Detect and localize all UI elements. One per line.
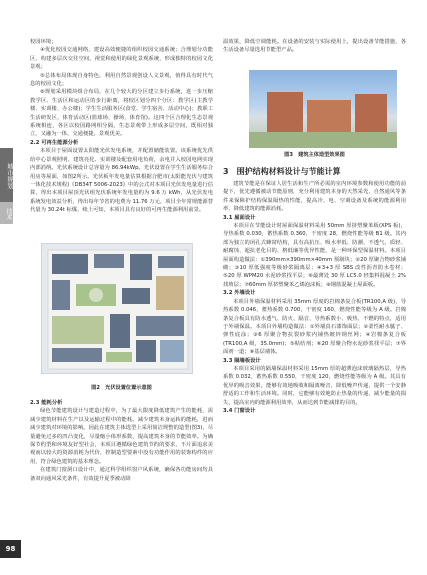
section-heading: 3.3 隔墙板设计 (223, 357, 261, 364)
paragraph: 本项目在节能设计时屋面保温材料采用 50mm 厚挤塑聚苯板(XPS 板)，导热系数 0.030，蓄热系数 0.360，干密度 28，燃烧性能等级 B1 级。其内部为独立的闭孔式蜂窝结构，具有高抗压、吸水率低、防潮、不透气、质轻、耐腐蚀、超抗老化目的、格低廉等优异性能，是一种环保型保温材料。本项目屋面构造做法：①390mm×390mm×40mm 预制块；②20 厚聚合物砂浆铺砌；③10 厚低强度等级砂浆隔离层；④3+3 厚 SBS 改性沥青防水卷材；⑤20 厚 WPM20 水泥砂浆找平层；⑥最薄处 30 厚 LC5.0 轻集料混凝土 2% 找坡层；⑦60mm 厚挤塑聚苯乙烯泡沫板；⑧钢筋混凝土屋面板。 (223, 223, 406, 288)
figure-2-site-plan (41, 243, 193, 374)
paragraph: 本项目于屋面设置太阳能光伏发电系统，并配置储能装置。该系统优先供给中心景观照明、建筑亮化、实训楼及配套用电负荷，余电并入校园电网实现内部消纳。光伏系统设计总容量为 86.94kWp。光伏设置在学生生活服务综合用房等屋面，如图2所示。光伏板年发电量估算根据合肥市(太阳能光伏与建筑一体化技术规程)《DB34T 5006-2023》中的公式对本项目光伏发电量进行估算，得出本项目屋顶光伏组光伏系统年发电量约为 9.6 万 kWh，从光伏发电系统发电效益分析，得出每年节省的电费为 11.76 万元，项目全年常规能源替代量为 30.24t 标煤，续上可知，本项目具有良好的可再生能源利用前景。 (30, 148, 213, 214)
section-heading: 3.2 外墙设计 (223, 290, 256, 297)
paragraph: 绿色节能建筑设计与建造过程中，为了最大限度降低建筑产生的能耗，需减少建筑材料在生产以及运输过程中的能耗。减少建筑本身运转的能耗，进而减少建筑对环境的影响。因此在建筑主体选型上采用简洁规整的造型(图3)，尽量避免过多的凹凸变化，尽量缩小体形系数，提高建筑本身的节能效率。为确保节约型和环境友好型社会，本项目遵循绿色建筑节约的要求，不片面追求美观而以较大的资源消耗为代价，控制造型要素中没有功能作用的装饰构件的应用，符合绿色建筑的基本理念。 (30, 408, 213, 465)
right-column-top (223, 38, 406, 55)
left-column-bottom (30, 399, 213, 483)
paragraph: 本项目采用的隔墙保温材料采用 15mm 厚的超薄泡沫玻璃隔热层，导热系数 0.032，蓄热系数 0.550，干密度 120，燃烧性能等级为 A 级。其具有优异的吸音效果，能够有效地吸收和隔离噪音，降低噪声传递，提供一个安静舒适的工作和生活环境。同时，它能够有效地防止热量的传递，减少能量的损失，提高室内的能源利用效率，从而达到节能减排的目的。 (223, 365, 406, 406)
section-heading: 2.2 可再生能源分析 (30, 139, 79, 146)
section-side-tab-sub: 技术 (0, 202, 13, 224)
paragraph: 本项目外墙保温材料采用 35mm 厚度的岩棉条复合板(TR100,A 级)，导热系数 0.046，蓄热系数 0.700，干密度 160，燃烧性能等级为 A 级。岩棉条复合板具有防水透气、防火、隔音、导热系数小、吸热、不燃的特点，适用于外墙保温。本项目外墙构造做法：①外墙真石漆饰面层；②柔性耐水腻子、弹性底涂；③6 厚聚合物抗裂砂浆内铺热镀锌钢丝网；④岩棉条复合板(TR100,A 级，35.0mm)；⑤粘结剂；⑥20 厚聚合物水泥砂浆找平层；⑦界面剂一道；⑧基层墙体。 (223, 298, 406, 356)
page-number: 98 (0, 540, 21, 558)
paragraph: 在建筑门窗洞口设计中，通过科学组织窗户风系统，确保各功能房间均具备双向通风采光条件，有效提升夏季被动降 (30, 467, 213, 482)
right-column-body (223, 163, 406, 415)
figure-3-building-photo (249, 70, 397, 148)
section-heading: 2.3 能耗分析 (30, 400, 63, 406)
paragraph: 温效果，降低空调能耗。在设备的安装与实际使用上，提出设备节能措施，各生活设备尽量选用节能型产品。 (223, 39, 406, 54)
paragraph: 校园环境； (30, 39, 57, 45)
section-heading: 3.1 屋面设计 (223, 214, 256, 221)
figure-2-caption: 图2 光伏设置位置示意图 (91, 385, 152, 391)
section-side-tab: 城市规划 (0, 148, 13, 202)
site-plan-drawing (42, 244, 193, 374)
paragraph: 建筑节能是在保证人居生活和生产所必需的室内环境参数和使用功能的前提下，优先遵循被动节能原则，充分利用建筑本身的天然采光、自然通风等条件来保障护结构保温隔热的性能，提高冷、电、空调设备及系统的能源利用率，降低建筑的能源消耗。 (223, 181, 406, 213)
figure-3-caption: 图3 建筑主体造型效果图 (284, 152, 345, 158)
chapter-heading: 3 围护结构材料设计与节能计算 (223, 167, 341, 176)
paragraph: ⑤总体布局体现自身特色，利用自然景观创设人文景观，值得具有时代气息的校园文化； (30, 72, 213, 88)
paragraph: ⑥规划采用模块组合布局，在几个较大的分区建立步行系统，进一步压缩教学区、生活区和运动区的步行距离，将校区划分四个分区：教学区(主教学楼、实训楼、办公楼)；学生生活服务区(食堂、学生宿舍、活动中心)；教职工生活研发区，体育活动区(篮球场、操场、体育馆)。这四个区合理化生态景观系统相连，各区以校园路网相分隔，生态景观带上形成多层空间，既相对独立，又融为一体，交通便捷，景观优美。 (30, 89, 213, 138)
section-heading: 3.4 门窗设计 (223, 407, 256, 414)
left-column-top (30, 38, 213, 215)
paragraph: ④优化校园交通网络，建设高效便捷的组织校园交通系统；合理划分功能区，构建多层次交往空间，视觉和使用的绿化景观系统，形成独特的校园文化景观； (30, 47, 213, 71)
